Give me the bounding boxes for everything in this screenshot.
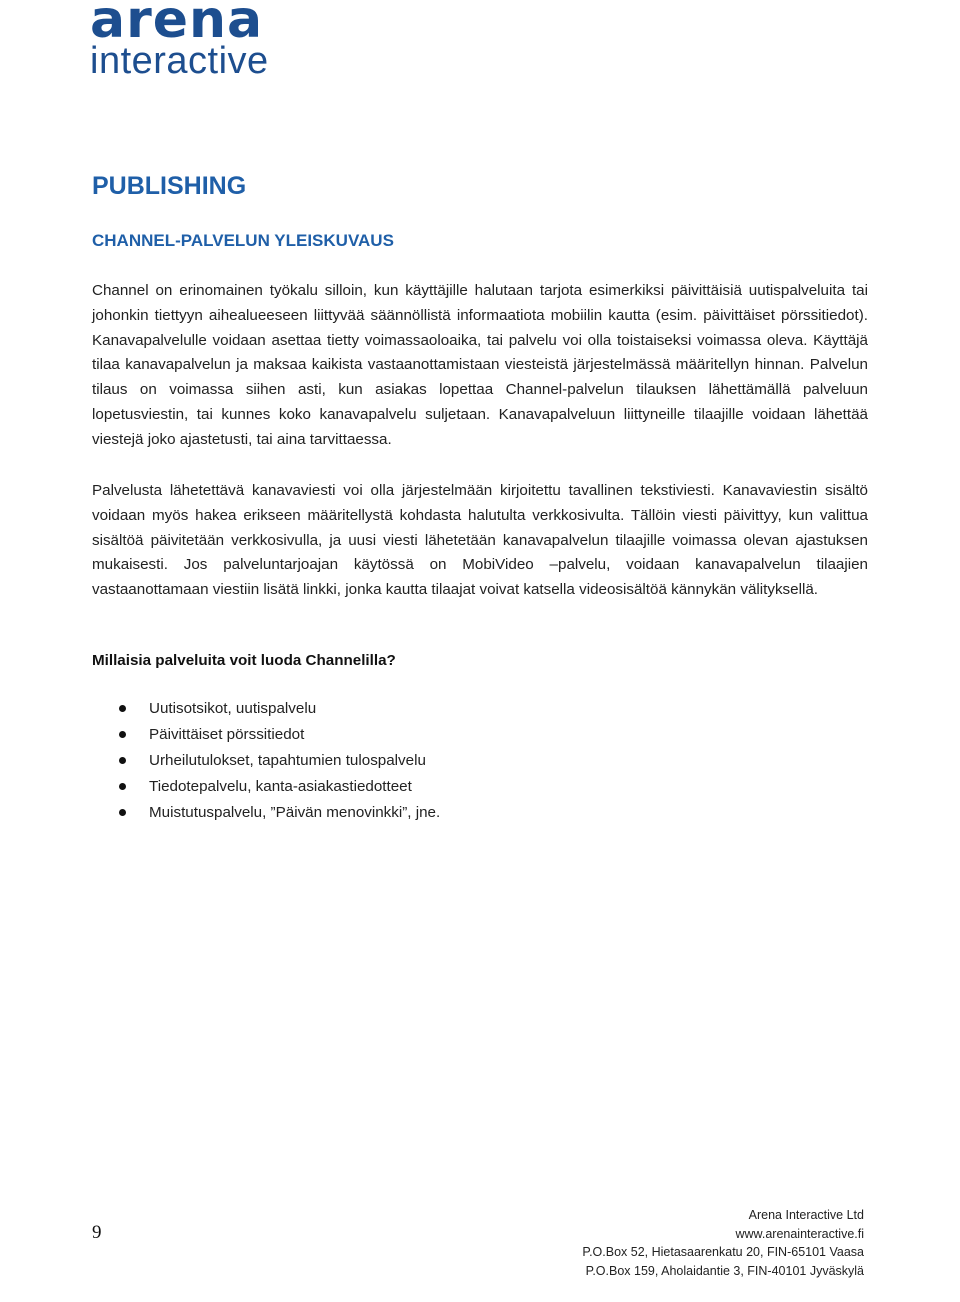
list-item [92,696,440,722]
list-item-text: Tiedotepalvelu, kanta-asiakastiedotteet [149,778,412,795]
bullet-icon [119,731,126,738]
section-subheading: CHANNEL-PALVELUN YLEISKUVAUS [92,231,394,250]
bullet-icon [119,809,126,816]
paragraph-message-content: Palvelusta lähetettävä kanavaviesti voi olla järjestelmään kirjoitettu tavallinen tekstiviesti. Kanavaviestin sisältö voidaan myös hakea erikseen määritellystä kohdasta halutulta verkkosivulta. Tällöin viesti päivittyy, kun valittua sisältöä päivitetään verkkosivulla, ja uusi viesti lähetetään kanavapalvelun tilaajille voimassa olevan ajastuksen mukaisesti. Jos palveluntarjoajan käytössä on MobiVideo –palvelu, voidaan kanavapalvelun tilaajien vastaanottamaan viestiin lisätä linkki, jonka kautta tilaajat voivat katsella videosisältöä kännykän välityksellä. [92,482,868,599]
list-item [92,800,440,826]
bullet-icon [119,705,126,712]
arena-interactive-logo [90,0,269,80]
list-item-text: Urheilutulokset, tapahtumien tulospalvelu [149,752,426,769]
paragraph-intro: Channel on erinomainen työkalu silloin, kun käyttäjille halutaan tarjota esimerkiksi päivittäisiä uutispalveluita tai johonkin tiettyyn aihealueeseen liittyvää säännöllistä informaatiota mobiilin kautta (esim. päivittäiset pörssitiedot). Kanavapalvelulle voidaan asettaa tietty voimassaoloaika, tai palvelu voi olla toistaiseksi voimassa oleva. Käyttäjä tilaa kanavapalvelun ja maksaa kaikista vastaanottamistaan viesteistä järjestelmässä määritellyn hinnan. Palvelun tilaus on voimassa siihen asti, kun asiakas lopettaa Channel-palvelun tilauksen lähettämällä palveluun lopetusviestin, tai kunnes koko kanavapalvelu suljetaan. Kanavapalveluun liittyneille tilaajille voidaan lähettää viestejä joko ajastetusti, tai aina tarvittaessa. [92,282,868,448]
logo-wordmark-interactive: interactive [90,40,269,82]
footer-address-jyvaskyla: P.O.Box 159, Aholaidantie 3, FIN-40101 Jyväskylä [585,1263,864,1278]
page-number: 9 [92,1222,102,1243]
list-item-text: Muistutuspalvelu, ”Päivän menovinkki”, jne. [149,804,441,821]
list-item [92,722,440,748]
footer-website: www.arenainteractive.fi [735,1226,864,1241]
bullet-icon [119,783,126,790]
services-list [92,696,440,826]
services-question: Millaisia palveluita voit luoda Channelilla? [92,652,396,669]
footer-address-vaasa: P.O.Box 52, Hietasaarenkatu 20, FIN-65101 Vaasa [582,1245,864,1259]
logo-wordmark-arena: arena [90,0,264,50]
list-item-text: Päivittäiset pörssitiedot [149,726,305,743]
page-heading: PUBLISHING [92,172,247,200]
footer-company: Arena Interactive Ltd [748,1208,864,1222]
bullet-icon [119,757,126,764]
list-item [92,748,440,774]
list-item [92,774,440,800]
list-item-text: Uutisotsikot, uutispalvelu [149,700,317,717]
footer-contact [582,1206,864,1280]
